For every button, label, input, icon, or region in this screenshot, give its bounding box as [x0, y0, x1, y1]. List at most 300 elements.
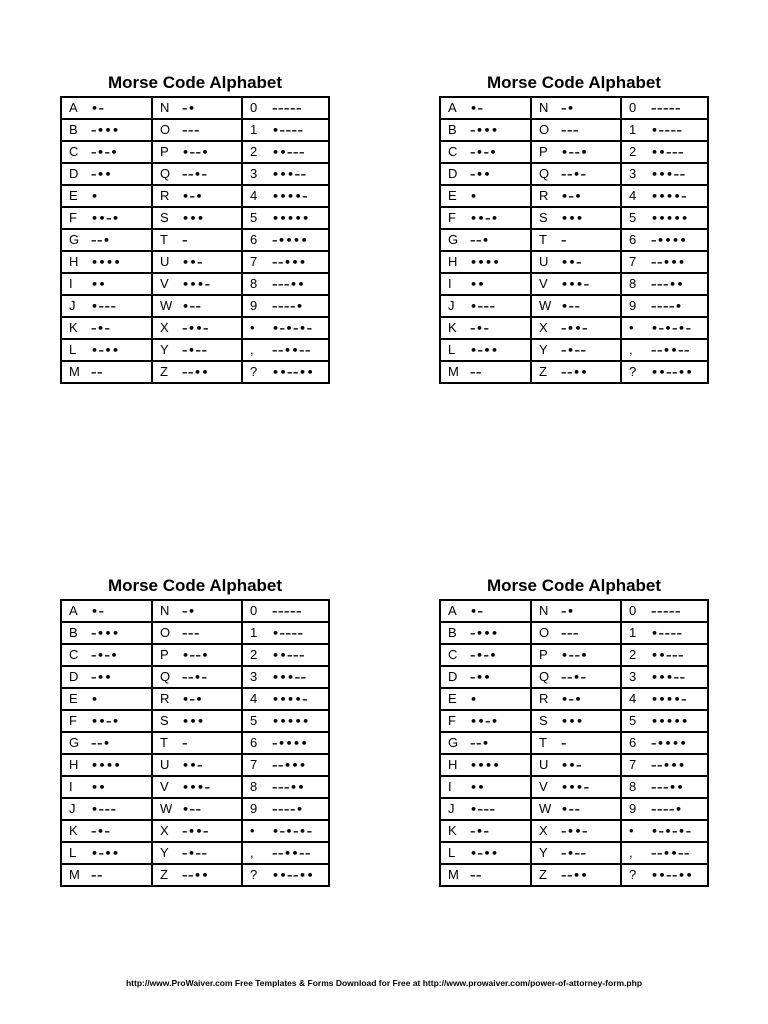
- morse-cell: [152, 666, 242, 688]
- morse-symbol: 8: [250, 276, 258, 291]
- morse-code: •–––: [91, 300, 117, 313]
- morse-symbol: U: [160, 757, 170, 772]
- morse-symbol: •: [250, 320, 255, 335]
- morse-cell: [242, 754, 329, 776]
- morse-code: –––••: [272, 781, 306, 794]
- morse-symbol: 5: [250, 210, 258, 225]
- morse-code: •–••: [91, 847, 120, 860]
- morse-symbol: K: [448, 320, 457, 335]
- morse-symbol: S: [160, 713, 169, 728]
- table-row: [61, 732, 329, 754]
- morse-symbol: N: [539, 100, 549, 115]
- table-row: [440, 141, 708, 163]
- morse-code: –––••: [272, 278, 306, 291]
- table-row: [61, 688, 329, 710]
- morse-symbol: B: [448, 625, 457, 640]
- morse-symbol: F: [69, 210, 77, 225]
- morse-code: ––••––: [651, 344, 691, 357]
- morse-cell: [242, 820, 329, 842]
- morse-cell: [61, 273, 152, 295]
- morse-symbol: •: [250, 823, 255, 838]
- morse-symbol: 3: [629, 669, 637, 684]
- morse-cell: [61, 776, 152, 798]
- morse-symbol: W: [539, 298, 552, 313]
- morse-code: ––•: [470, 737, 490, 750]
- morse-symbol: 1: [629, 122, 637, 137]
- morse-code: ––•••: [651, 256, 686, 269]
- morse-symbol: S: [539, 210, 548, 225]
- morse-code: •••––: [272, 671, 307, 684]
- morse-cell: [152, 644, 242, 666]
- morse-code: –•––: [561, 847, 587, 860]
- morse-cell: [152, 361, 242, 383]
- table-row: [61, 600, 329, 622]
- morse-code: ––––•: [272, 300, 304, 313]
- morse-cell: [440, 820, 531, 842]
- morse-cell: [621, 864, 708, 886]
- morse-code: •––––: [651, 627, 683, 640]
- morse-code: ––•••: [272, 759, 307, 772]
- morse-symbol: W: [539, 801, 552, 816]
- morse-cell: [440, 229, 531, 251]
- morse-card-bottom-left: [60, 573, 330, 887]
- morse-symbol: C: [69, 647, 79, 662]
- morse-cell: [152, 864, 242, 886]
- morse-code: ••–•: [470, 212, 499, 225]
- morse-cell: [621, 185, 708, 207]
- morse-symbol: K: [69, 320, 78, 335]
- morse-symbol: 8: [250, 779, 258, 794]
- morse-symbol: S: [539, 713, 548, 728]
- morse-code: –••–: [561, 825, 589, 838]
- morse-code: –•–•: [470, 146, 498, 159]
- morse-symbol: I: [69, 779, 73, 794]
- morse-symbol: ,: [250, 845, 254, 860]
- morse-cell: [152, 163, 242, 185]
- card-title: Morse Code Alphabet: [107, 73, 283, 92]
- table-row: [440, 207, 708, 229]
- table-row: [440, 317, 708, 339]
- morse-cell: [242, 732, 329, 754]
- morse-cell: [440, 295, 531, 317]
- morse-cell: [152, 754, 242, 776]
- card-title: Morse Code Alphabet: [486, 576, 662, 595]
- morse-symbol: Z: [539, 364, 547, 379]
- table-row: [61, 97, 329, 119]
- morse-cell: [621, 361, 708, 383]
- morse-code: •••––: [651, 671, 686, 684]
- morse-code: •––: [561, 300, 581, 313]
- morse-symbol: Y: [539, 845, 548, 860]
- morse-code: –•: [561, 102, 575, 115]
- morse-symbol: 4: [250, 691, 258, 706]
- table-row: [440, 798, 708, 820]
- morse-code: •–••: [470, 847, 499, 860]
- morse-cell: [531, 339, 621, 361]
- table-row: [440, 820, 708, 842]
- morse-code: –•–•: [91, 146, 119, 159]
- morse-code: ••••: [470, 256, 501, 269]
- morse-symbol: 9: [629, 298, 637, 313]
- morse-symbol: 4: [629, 691, 637, 706]
- morse-cell: [621, 754, 708, 776]
- morse-code: •: [470, 693, 478, 706]
- morse-symbol: G: [69, 232, 80, 247]
- morse-cell: [440, 842, 531, 864]
- morse-cell: [152, 207, 242, 229]
- morse-symbol: 9: [250, 298, 258, 313]
- morse-symbol: Y: [539, 342, 548, 357]
- morse-cell: [621, 229, 708, 251]
- morse-cell: [531, 644, 621, 666]
- morse-code: •••–: [561, 781, 590, 794]
- morse-symbol: M: [69, 867, 80, 882]
- morse-code: –•••: [91, 627, 120, 640]
- morse-symbol: I: [448, 779, 452, 794]
- morse-code: •–•–•–: [272, 322, 313, 335]
- morse-code: –••••: [651, 234, 688, 247]
- morse-card-top-left: [60, 70, 330, 384]
- morse-symbol: P: [160, 144, 169, 159]
- morse-cell: [621, 798, 708, 820]
- table-row: [440, 732, 708, 754]
- morse-symbol: Z: [160, 364, 168, 379]
- morse-cell: [531, 361, 621, 383]
- morse-symbol: F: [69, 713, 77, 728]
- morse-code: –: [561, 234, 567, 247]
- table-row: [440, 776, 708, 798]
- morse-code: –––••: [651, 278, 685, 291]
- morse-code: ––: [470, 869, 482, 882]
- morse-code: •–•: [182, 693, 204, 706]
- morse-symbol: D: [448, 669, 458, 684]
- morse-code: •–: [91, 102, 105, 115]
- morse-symbol: U: [539, 254, 549, 269]
- morse-symbol: R: [160, 188, 170, 203]
- table-row: [61, 622, 329, 644]
- footer-url-line: http://www.ProWaiver.com Free Templates & Forms Download for Free at http://www.prowaiver.com/power-of-attorney-form.php: [125, 978, 643, 988]
- morse-code: ••••–: [272, 693, 309, 706]
- morse-table: [60, 599, 330, 887]
- table-row: [61, 710, 329, 732]
- morse-cell: [531, 754, 621, 776]
- morse-cell: [531, 820, 621, 842]
- morse-cell: [440, 688, 531, 710]
- morse-symbol: ,: [250, 342, 254, 357]
- table-row: [440, 97, 708, 119]
- morse-code: ••••–: [651, 693, 688, 706]
- morse-code: •––: [561, 803, 581, 816]
- morse-cell: [440, 776, 531, 798]
- morse-code: ••–: [182, 759, 204, 772]
- morse-code: •••: [182, 715, 205, 728]
- morse-symbol: C: [448, 647, 458, 662]
- table-row: [440, 600, 708, 622]
- morse-symbol: 5: [629, 713, 637, 728]
- morse-symbol: X: [539, 320, 548, 335]
- morse-symbol: B: [69, 122, 78, 137]
- morse-code: ––: [470, 366, 482, 379]
- morse-cell: [61, 119, 152, 141]
- table-row: [440, 688, 708, 710]
- morse-symbol: 2: [250, 144, 258, 159]
- morse-cell: [440, 339, 531, 361]
- morse-cell: [242, 688, 329, 710]
- morse-symbol: A: [448, 603, 457, 618]
- morse-cell: [440, 600, 531, 622]
- morse-symbol: Q: [539, 166, 550, 181]
- morse-symbol: H: [69, 757, 79, 772]
- morse-code: ••–•: [470, 715, 499, 728]
- morse-cell: [152, 710, 242, 732]
- morse-cell: [440, 710, 531, 732]
- morse-symbol: 3: [250, 166, 258, 181]
- morse-code: ––•–: [182, 168, 208, 181]
- morse-cell: [242, 361, 329, 383]
- morse-cell: [440, 644, 531, 666]
- morse-cell: [61, 644, 152, 666]
- table-row: [61, 820, 329, 842]
- morse-cell: [621, 207, 708, 229]
- morse-code: –••–: [561, 322, 589, 335]
- morse-code: ––•••: [651, 759, 686, 772]
- morse-code: •–––: [470, 300, 496, 313]
- morse-cell: [152, 600, 242, 622]
- table-row: [61, 141, 329, 163]
- morse-symbol: 8: [629, 276, 637, 291]
- morse-cell: [621, 666, 708, 688]
- morse-symbol: R: [539, 691, 549, 706]
- morse-symbol: K: [448, 823, 457, 838]
- morse-symbol: D: [69, 166, 79, 181]
- morse-code: –••: [470, 671, 492, 684]
- morse-code: •–••: [91, 344, 120, 357]
- morse-cell: [531, 251, 621, 273]
- morse-code: ––••: [561, 869, 589, 882]
- morse-symbol: H: [448, 254, 458, 269]
- morse-symbol: 8: [629, 779, 637, 794]
- morse-symbol: P: [539, 647, 548, 662]
- morse-code: •••–: [182, 781, 211, 794]
- morse-cell: [440, 185, 531, 207]
- morse-code: ••••: [91, 759, 122, 772]
- morse-cell: [621, 600, 708, 622]
- morse-code: ••–––: [272, 649, 306, 662]
- morse-code: ––: [91, 869, 103, 882]
- morse-code: –•–•: [470, 649, 498, 662]
- morse-symbol: W: [160, 801, 173, 816]
- morse-symbol: 6: [250, 735, 258, 750]
- morse-code: ••: [91, 278, 107, 291]
- morse-cell: [152, 141, 242, 163]
- morse-cell: [531, 141, 621, 163]
- morse-code: –•––: [561, 344, 587, 357]
- morse-symbol: 6: [250, 232, 258, 247]
- morse-code: –••: [91, 168, 113, 181]
- morse-code: –••–: [182, 825, 210, 838]
- morse-code: –––: [561, 627, 579, 640]
- table-row: [61, 361, 329, 383]
- morse-symbol: O: [539, 625, 550, 640]
- morse-code: •••––: [651, 168, 686, 181]
- morse-code: ––•: [91, 737, 111, 750]
- morse-code: ••––••: [651, 869, 694, 882]
- morse-cell: [531, 97, 621, 119]
- morse-symbol: A: [448, 100, 457, 115]
- morse-cell: [152, 732, 242, 754]
- morse-cell: [531, 688, 621, 710]
- morse-cell: [152, 842, 242, 864]
- card-title: Morse Code Alphabet: [486, 73, 662, 92]
- morse-cell: [440, 754, 531, 776]
- morse-cell: [621, 97, 708, 119]
- morse-symbol: J: [69, 298, 76, 313]
- morse-code: •––•: [561, 146, 589, 159]
- morse-cell: [621, 317, 708, 339]
- morse-code: –•–: [470, 825, 490, 838]
- morse-cell: [531, 710, 621, 732]
- morse-code: –•••: [470, 124, 499, 137]
- morse-cell: [242, 295, 329, 317]
- morse-code: •: [470, 190, 478, 203]
- morse-code: ••–: [182, 256, 204, 269]
- morse-code: –•: [182, 102, 196, 115]
- morse-code: ––••––: [272, 344, 312, 357]
- morse-symbol: 3: [250, 669, 258, 684]
- morse-symbol: O: [160, 122, 171, 137]
- morse-symbol: V: [539, 779, 548, 794]
- morse-symbol: K: [69, 823, 78, 838]
- morse-cell: [621, 776, 708, 798]
- morse-symbol: L: [69, 845, 77, 860]
- morse-symbol: •: [629, 320, 634, 335]
- morse-code: •••••: [651, 212, 689, 225]
- morse-cell: [440, 119, 531, 141]
- morse-cell: [531, 864, 621, 886]
- morse-symbol: G: [69, 735, 80, 750]
- table-row: [61, 207, 329, 229]
- table-row: [61, 842, 329, 864]
- morse-code: –––: [182, 627, 200, 640]
- morse-code: –: [182, 737, 188, 750]
- morse-code: •–•–•–: [651, 825, 692, 838]
- morse-code: •–••: [470, 344, 499, 357]
- morse-code: ••–: [561, 759, 583, 772]
- morse-symbol: W: [160, 298, 173, 313]
- morse-cell: [531, 600, 621, 622]
- table-row: [61, 229, 329, 251]
- table-row: [61, 185, 329, 207]
- morse-table: [60, 96, 330, 384]
- morse-symbol: U: [539, 757, 549, 772]
- morse-symbol: E: [69, 188, 78, 203]
- morse-code: –•–: [91, 322, 111, 335]
- morse-cell: [61, 842, 152, 864]
- morse-symbol: Y: [160, 342, 169, 357]
- morse-code: •––•: [182, 146, 210, 159]
- morse-symbol: Z: [160, 867, 168, 882]
- morse-symbol: 0: [629, 100, 637, 115]
- morse-code: •••–: [182, 278, 211, 291]
- morse-symbol: ?: [250, 364, 258, 379]
- morse-code: –––: [561, 124, 579, 137]
- morse-symbol: U: [160, 254, 170, 269]
- table-row: [61, 754, 329, 776]
- morse-code: ••–––: [651, 146, 685, 159]
- morse-cell: [61, 163, 152, 185]
- morse-symbol: N: [160, 603, 170, 618]
- morse-cell: [621, 842, 708, 864]
- morse-symbol: 4: [629, 188, 637, 203]
- morse-cell: [61, 600, 152, 622]
- morse-symbol: G: [448, 232, 459, 247]
- morse-symbol: L: [69, 342, 77, 357]
- morse-code: ––••: [182, 366, 210, 379]
- morse-code: •••–: [561, 278, 590, 291]
- morse-symbol: D: [69, 669, 79, 684]
- morse-code: –: [561, 737, 567, 750]
- morse-cell: [61, 688, 152, 710]
- morse-symbol: F: [448, 210, 456, 225]
- morse-cell: [440, 798, 531, 820]
- morse-cell: [152, 97, 242, 119]
- morse-code: •––•: [561, 649, 589, 662]
- morse-symbol: N: [160, 100, 170, 115]
- morse-cell: [621, 644, 708, 666]
- morse-code: –••–: [182, 322, 210, 335]
- morse-symbol: T: [539, 232, 547, 247]
- morse-symbol: 6: [629, 232, 637, 247]
- morse-code: ••––••: [272, 366, 315, 379]
- morse-cell: [152, 339, 242, 361]
- morse-symbol: X: [160, 320, 169, 335]
- morse-cell: [440, 666, 531, 688]
- morse-cell: [61, 317, 152, 339]
- morse-code: •–•–•–: [651, 322, 692, 335]
- morse-cell: [531, 666, 621, 688]
- table-row: [61, 317, 329, 339]
- morse-cell: [61, 207, 152, 229]
- morse-symbol: N: [539, 603, 549, 618]
- morse-symbol: Q: [160, 669, 171, 684]
- morse-cell: [531, 317, 621, 339]
- morse-cell: [440, 97, 531, 119]
- morse-cell: [531, 273, 621, 295]
- morse-code: ––•••: [272, 256, 307, 269]
- morse-symbol: J: [448, 801, 455, 816]
- morse-code: ––•–: [182, 671, 208, 684]
- morse-cell: [440, 732, 531, 754]
- morse-cell: [621, 622, 708, 644]
- morse-cell: [242, 644, 329, 666]
- morse-symbol: I: [448, 276, 452, 291]
- morse-card-top-right: [439, 70, 709, 384]
- morse-cell: [440, 207, 531, 229]
- morse-code: –•––: [182, 344, 208, 357]
- morse-symbol: S: [160, 210, 169, 225]
- morse-symbol: V: [160, 276, 169, 291]
- table-row: [61, 666, 329, 688]
- morse-symbol: 9: [250, 801, 258, 816]
- morse-cell: [531, 295, 621, 317]
- morse-cell: [242, 864, 329, 886]
- morse-cell: [61, 622, 152, 644]
- morse-cell: [621, 163, 708, 185]
- morse-code: –: [182, 234, 188, 247]
- table-row: [61, 295, 329, 317]
- morse-cell: [61, 185, 152, 207]
- table-row: [61, 119, 329, 141]
